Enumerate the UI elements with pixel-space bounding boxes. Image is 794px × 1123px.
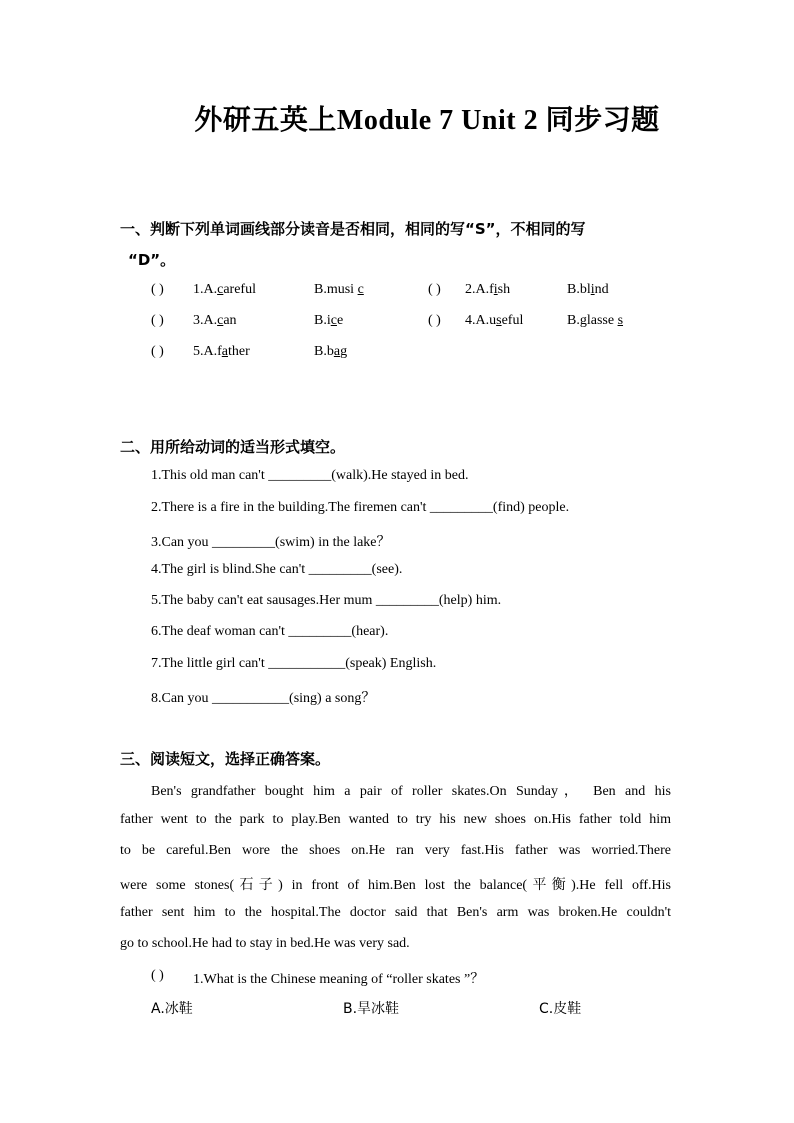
answer-paren[interactable]: ( ) xyxy=(428,282,441,297)
answer-paren[interactable]: ( ) xyxy=(428,313,441,328)
phonics-item-b: B.musi c xyxy=(314,282,364,297)
fill-blank-item[interactable]: 5.The baby can't eat sausages.Her mum _________(help) him. xyxy=(151,593,502,608)
answer-paren[interactable]: ( ) xyxy=(151,313,164,328)
question-text: 1.What is the Chinese meaning of “roller skates ”？ xyxy=(193,972,485,987)
answer-paren[interactable]: ( ) xyxy=(151,344,164,359)
phonics-item-b: B.glasse s xyxy=(567,313,624,328)
section3-heading: 三、阅读短文，选择正确答案。 xyxy=(120,750,331,768)
phonics-item-a: 3.A.can xyxy=(193,313,237,328)
phonics-item-a: 2.A.fish xyxy=(465,282,511,297)
option-b[interactable]: B.旱冰鞋 xyxy=(343,1001,400,1017)
phonics-item-a: 4.A.useful xyxy=(465,313,524,328)
phonics-item-b: B.blind xyxy=(567,282,609,297)
section2-heading: 二、用所给动词的适当形式填空。 xyxy=(120,438,346,456)
phonics-item-b: B.ice xyxy=(314,313,344,328)
answer-paren[interactable]: ( ) xyxy=(151,968,164,983)
page-title: 外研五英上Module 7 Unit 2 同步习题 xyxy=(194,105,660,136)
fill-blank-item[interactable]: 1.This old man can't _________(walk).He stayed in bed. xyxy=(151,468,469,483)
phonics-item-a: 1.A.careful xyxy=(193,282,256,297)
fill-blank-item[interactable]: 6.The deaf woman can't _________(hear). xyxy=(151,624,389,639)
passage-line: were some stones(石子) in front of him.Ben lost the balance(平衡).He fell off.His xyxy=(120,878,671,893)
section1-heading-cont xyxy=(128,249,175,270)
fill-blank-item[interactable]: 7.The little girl can't ___________(speak) English. xyxy=(151,656,437,671)
option-a[interactable]: A.冰鞋 xyxy=(151,1001,193,1017)
passage-line: father went to the park to play.Ben wanted to try his new shoes on.His father told him xyxy=(120,812,671,827)
answer-paren[interactable]: ( ) xyxy=(151,282,164,297)
fill-blank-item[interactable]: 8.Can you ___________(sing) a song？ xyxy=(151,691,376,706)
section1-heading-line2: “D”。 xyxy=(128,251,176,269)
passage-line: to be careful.Ben wore the shoes on.He ran very fast.His father was worried.There xyxy=(120,843,671,858)
phonics-item-a: 5.A.father xyxy=(193,344,250,359)
phonics-item-b: B.bag xyxy=(314,344,348,359)
fill-blank-item[interactable]: 4.The girl is blind.She can't _________(see). xyxy=(151,562,403,577)
option-c[interactable]: C.皮鞋 xyxy=(539,1001,582,1017)
passage-line: Ben's grandfather bought him a pair of roller skates.On Sunday， Ben and his xyxy=(151,784,671,799)
passage-line: father sent him to the hospital.The doctor said that Ben's arm was broken.He couldn't xyxy=(120,905,671,920)
fill-blank-item[interactable]: 2.There is a fire in the building.The firemen can't _________(find) people. xyxy=(151,500,570,515)
passage-line: go to school.He had to stay in bed.He was very sad. xyxy=(120,936,410,951)
fill-blank-item[interactable]: 3.Can you _________(swim) in the lake？ xyxy=(151,535,391,550)
section1-heading xyxy=(120,218,586,239)
section1-heading-line1: 一、判断下列单词画线部分读音是否相同，相同的写“S”，不相同的写 xyxy=(120,220,586,238)
